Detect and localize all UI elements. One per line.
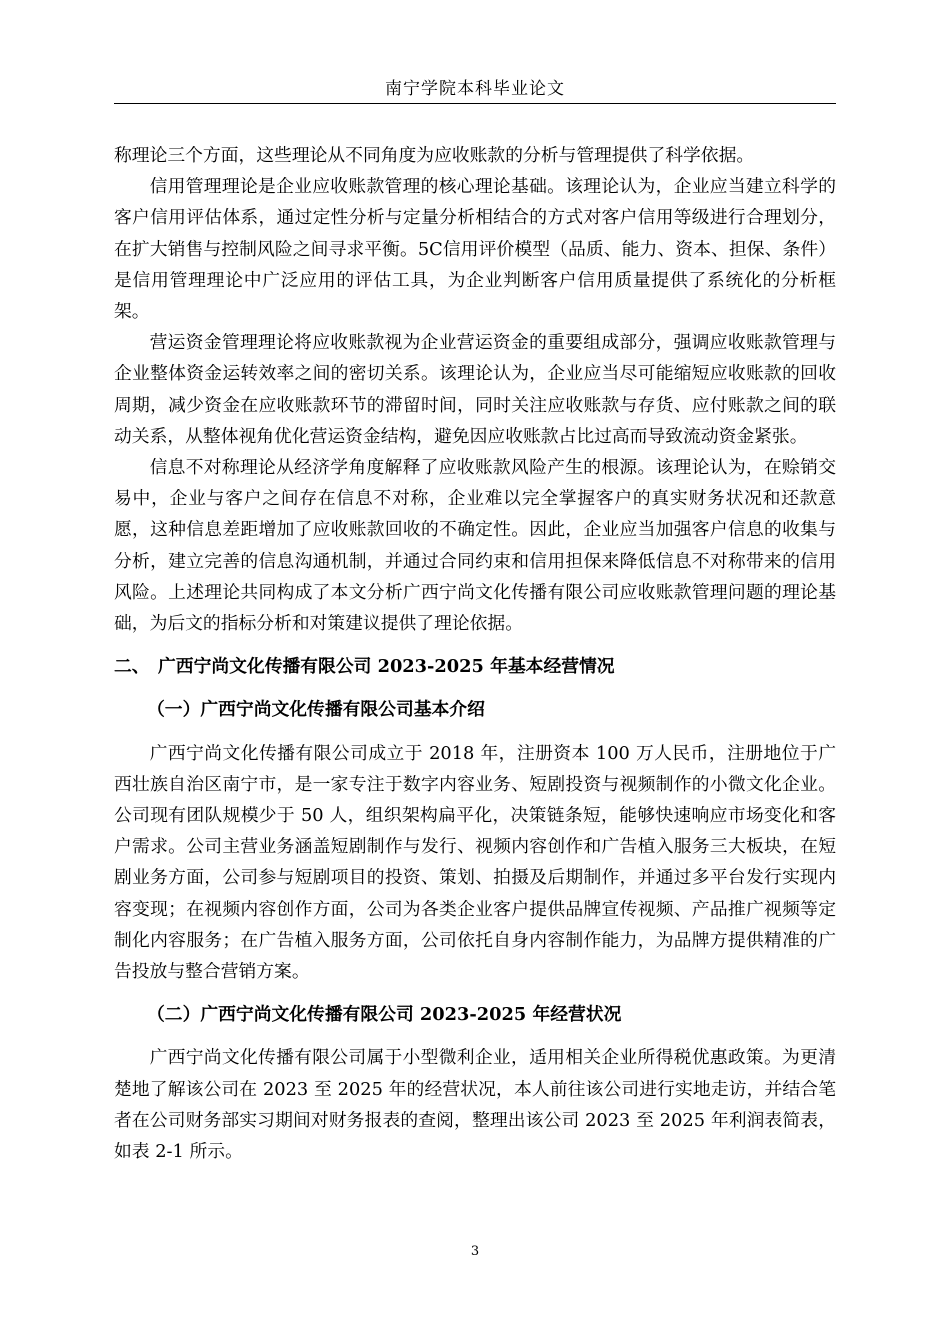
paragraph-continuation: 称理论三个方面，这些理论从不同角度为应收账款的分析与管理提供了科学依据。 [114, 145, 755, 166]
section-title: 广西宁尚文化传播有限公司 2023-2025 年基本经营情况 [158, 656, 615, 678]
subsection-heading-intro: （一）广西宁尚文化传播有限公司基本介绍 [147, 699, 485, 721]
subsection-heading-operations: （二）广西宁尚文化传播有限公司 2023-2025 年经营状况 [147, 1004, 622, 1026]
section-number: 二、 [114, 656, 150, 678]
page-body [114, 140, 836, 1167]
header-divider [114, 103, 836, 104]
paragraph-operations: 广西宁尚文化传播有限公司属于小型微利企业，适用相关企业所得税优惠政策。为更清楚地了解该公司在 2023 至 2025 年的经营状况，本人前往该公司进行实地走访，并结合笔者在公司财务部实习期间对财务报表的查阅，整理出该公司 2023 至 2025 年利润表简表，如表 2-1 所示。 [114, 1047, 836, 1163]
page-number: 3 [470, 1244, 480, 1259]
paragraph-company-intro: 广西宁尚文化传播有限公司成立于 2018 年，注册资本 100 万人民币，注册地位于广西壮族自治区南宁市，是一家专注于数字内容业务、短剧投资与视频制作的小微文化企业。公司现有团队规模少于 50 人，组织架构扁平化，决策链条短，能够快速响应市场变化和客户需求。公司主营业务涵盖短剧制作与发行、视频内容创作和广告植入服务三大板块，在短剧业务方面，公司参与短剧项目的投资、策划、拍摄及后期制作，并通过多平台发行实现内容变现；在视频内容创作方面，公司为各类企业客户提供品牌宣传视频、产品推广视频等定制化内容服务；在广告植入服务方面，公司依托自身内容制作能力，为品牌方提供精准的广告投放与整合营销方案。 [114, 742, 836, 983]
paragraph-working-capital-theory: 营运资金管理理论将应收账款视为企业营运资金的重要组成部分，强调应收账款管理与企业整体资金运转效率之间的密切关系。该理论认为，企业应当尽可能缩短应收账款的回收周期，减少资金在应收账款环节的滞留时间，同时关注应收账款与存货、应付账款之间的联动关系，从整体视角优化营运资金结构，避免因应收账款占比过高而导致流动资金紧张。 [114, 332, 836, 447]
running-header: 南宁学院本科毕业论文 [385, 79, 565, 99]
paragraph-information-asymmetry-theory: 信息不对称理论从经济学角度解释了应收账款风险产生的根源。该理论认为，在赊销交易中，企业与客户之间存在信息不对称，企业难以完全掌握客户的真实财务状况和还款意愿，这种信息差距增加了应收账款回收的不确定性。因此，企业应当加强客户信息的收集与分析，建立完善的信息沟通机制，并通过合同约束和信用担保来降低信息不对称带来的信用风险。上述理论共同构成了本文分析广西宁尚文化传播有限公司应收账款管理问题的理论基础，为后文的指标分析和对策建议提供了理论依据。 [114, 457, 836, 635]
section-heading [114, 651, 836, 682]
paragraph-credit-theory: 信用管理理论是企业应收账款管理的核心理论基础。该理论认为，企业应当建立科学的客户信用评估体系，通过定性分析与定量分析相结合的方式对客户信用等级进行合理划分，在扩大销售与控制风险之间寻求平衡。5C信用评价模型（品质、能力、资本、担保、条件）是信用管理理论中广泛应用的评估工具，为企业判断客户信用质量提供了系统化的分析框架。 [114, 176, 836, 323]
